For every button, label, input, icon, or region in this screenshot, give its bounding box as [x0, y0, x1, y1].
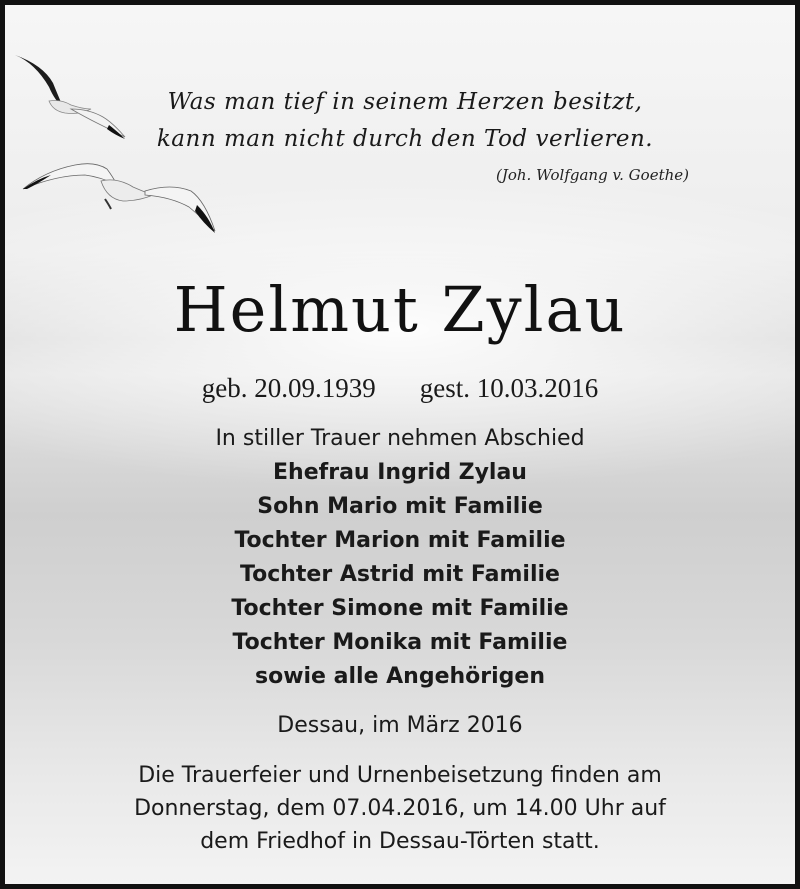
mourner-line: Tochter Simone mit Familie [231, 596, 569, 621]
quote-source: (Joh. Wolfgang v. Goethe) [496, 166, 689, 184]
mourning-intro: In stiller Trauer nehmen Abschied [215, 426, 585, 451]
mourner-line: sowie alle Angehörigen [254, 664, 546, 689]
seagull-upper [15, 55, 125, 139]
ceremony-line: Die Trauerfeier und Urnenbeisetzung finden am [138, 763, 662, 788]
mourner-line: Tochter Monika mit Familie [232, 630, 568, 655]
deceased-name: Helmut Zylau [173, 273, 627, 346]
mourner-line: Ehefrau Ingrid Zylau [273, 460, 527, 485]
place-and-date: Dessau, im März 2016 [277, 713, 523, 738]
mourner-line: Tochter Marion mit Familie [234, 528, 566, 553]
ceremony-line: Donnerstag, dem 07.04.2016, um 14.00 Uhr auf [134, 796, 666, 821]
seagull-lower [23, 164, 215, 233]
life-dates [5, 373, 795, 404]
death-date: gest. 10.03.2016 [419, 373, 599, 403]
birth-date: geb. 20.09.1939 [201, 373, 376, 403]
quote-line-1: Was man tief in seinem Herzen besitzt, [167, 89, 643, 115]
mourner-line: Tochter Astrid mit Familie [240, 562, 560, 587]
quote-line-2: kann man nicht durch den Tod verlieren. [156, 126, 654, 152]
mourner-line: Sohn Mario mit Familie [257, 494, 543, 519]
seagulls-icon [5, 5, 235, 245]
ceremony-line: dem Friedhof in Dessau-Törten statt. [200, 829, 600, 854]
